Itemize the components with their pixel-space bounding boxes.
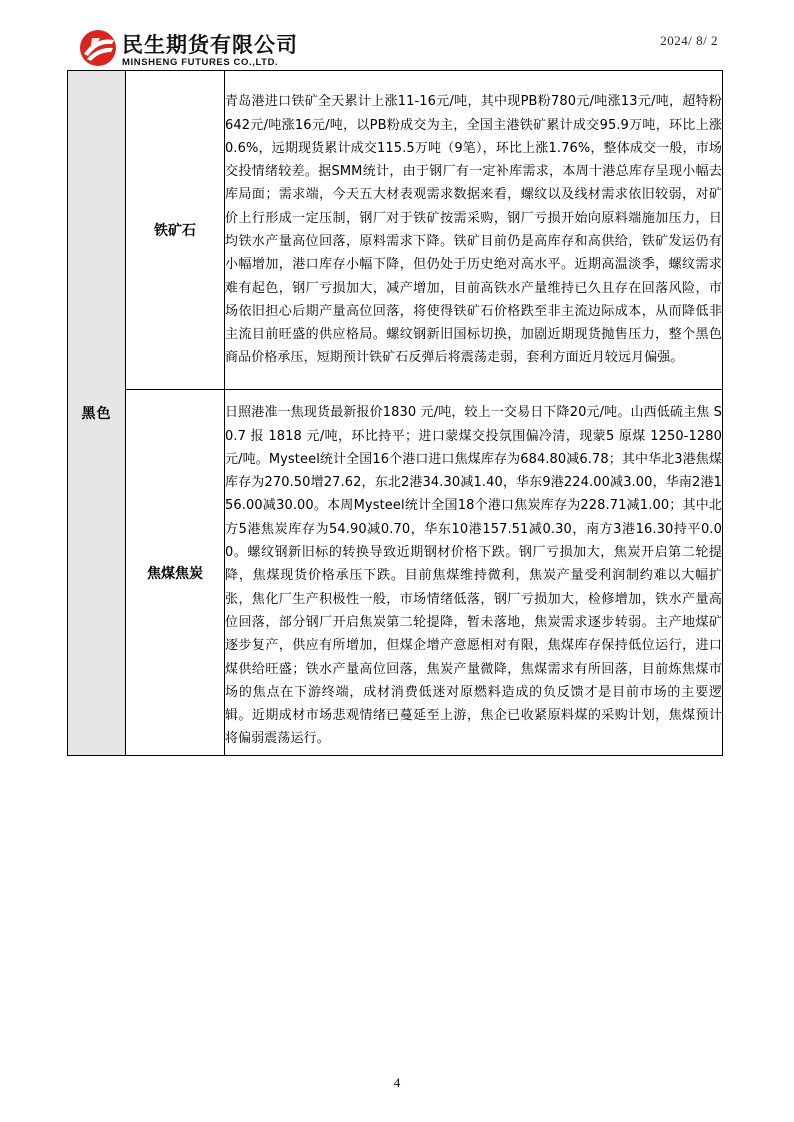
page-header	[0, 0, 794, 75]
company-name-cn: 民生期货有限公司	[122, 33, 298, 57]
row-label-iron-ore: 铁矿石	[126, 71, 225, 390]
table-row	[68, 71, 723, 390]
row-content-iron-ore	[225, 71, 723, 390]
commodity-table	[67, 70, 723, 756]
category-cell: 黑色	[68, 71, 126, 756]
iron-ore-text: 青岛港进口铁矿全天累计上涨11-16元/吨，其中现PB粉780元/吨涨13元/吨，超特粉642元/吨涨16元/吨，以PB粉成交为主，全国主港铁矿累计成交95.9万吨，环比上涨0.6%，远期现货累计成交115.5万吨（9笔），环比上涨1.76%，整体成交一般，市场交投情绪较差。据SMM统计，由于钢厂有一定补库需求，本周十港总库存呈现小幅去库局面；需求端，今天五大材表观需求数据来看，螺纹以及线材需求依旧较弱，对矿价上行形成一定压制，钢厂对于铁矿按需采购，钢厂亏损开始向原料端施加压力，日均铁水产量高位回落，原料需求下降。铁矿目前仍是高库存和高供给，铁矿发运仍有小幅增加，港口库存小幅下降，但仍处于历史绝对高水平。近期高温淡季，螺纹需求难有起色，钢厂亏损加大，减产增加，目前高铁水产量维持已久且存在回落风险，市场依旧担心后期产量高位回落，将使得铁矿石价格跌至非主流边际成本，从而降低非主流目前旺盛的供应格局。螺纹钢新旧国标切换，加剧近期现货抛售压力，整个黑色商品价格承压，短期预计铁矿石反弹后将震荡走弱，套利方面近月较远月偏强。	[225, 94, 722, 366]
row-content-coking-coal	[225, 390, 723, 756]
report-date: 2024/ 8/ 2	[660, 33, 718, 48]
company-name-en: MINSHENG FUTURES CO.,LTD.	[122, 57, 279, 68]
row-label-coking-coal: 焦煤焦炭	[126, 390, 225, 756]
page-number: 4	[393, 1075, 401, 1090]
coking-coal-text: 日照港准一焦现货最新报价1830 元/吨，较上一交易日下降20元/吨。山西低硫主焦 S0.7 报 1818 元/吨，环比持平；进口蒙煤交投氛围偏冷清，现蒙5 原煤 1250-1280 元/吨。Mysteel统计全国16个港口进口焦煤库存为684.80减6.78；其中华北3港焦煤库存为270.50增27.62，东北2港34.30减1.40，华东9港224.00减3.00，华南2港156.00减30.00。本周Mysteel统计全国18个港口焦炭库存为228.71减1.00；其中北方5港焦炭库存为54.90减0.70，华东10港157.51减0.30，南方3港16.30持平0.00。螺纹钢新旧标的转换导致近期钢材价格下跌。钢厂亏损加大，焦炭开启第二轮提降，焦煤现货价格承压下跌。目前焦煤维持微利，焦炭产量受利润制约难以大幅扩张，焦化厂生产积极性一般，市场情绪低落，钢厂亏损加大，检修增加，铁水产量高位回落，部分钢厂开启焦炭第二轮提降，暂未落地，焦炭需求逐步转弱。主产地煤矿逐步复产，供应有所增加，但煤企增产意愿相对有限，焦煤库存保持低位运行，进口煤供给旺盛；铁水产量高位回落，焦炭产量微降，焦煤需求有所回落，目前炼焦煤市场的焦点在下游终端，成材消费低迷对原燃料造成的负反馈才是目前市场的主要逻辑。近期成材市场悲观情绪已蔓延至上游，焦企已收紧原料煤的采购计划，焦煤预计将偏弱震荡运行。	[225, 405, 722, 747]
table-row	[68, 390, 723, 756]
minsheng-logo-icon	[78, 28, 118, 68]
